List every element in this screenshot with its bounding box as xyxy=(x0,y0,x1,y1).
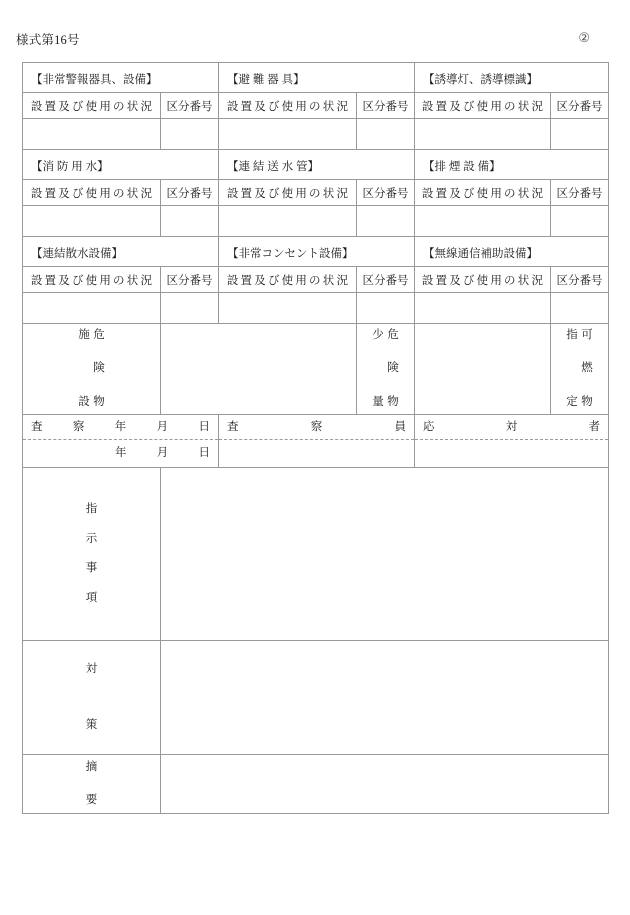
label-char: 査 xyxy=(227,421,239,433)
equipment-code-header-2: 区分番号 xyxy=(551,93,609,119)
equipment-code-field-3[interactable] xyxy=(161,206,219,237)
label-char: 査 xyxy=(31,421,43,433)
label-char: 指 xyxy=(85,503,98,515)
remarks-label-text xyxy=(23,755,160,813)
hazard-char: 物 xyxy=(93,395,105,408)
page-header xyxy=(16,30,614,52)
equipment-title-row xyxy=(23,237,609,267)
equipment-entry-row xyxy=(23,293,609,324)
equipment-subheader-row xyxy=(23,267,609,293)
label-char: 月 xyxy=(156,447,169,459)
equipment-code-header-4: 区分番号 xyxy=(357,180,415,206)
inspector-cell[interactable] xyxy=(219,415,415,468)
equipment-status-header-5: 設置及び使用の状況 xyxy=(415,180,551,206)
label-char: 事 xyxy=(85,562,98,574)
equipment-title-7: 【非常コンセント設備】 xyxy=(219,237,415,267)
hazard-char: 危 xyxy=(387,329,399,341)
equipment-status-header-0: 設置及び使用の状況 xyxy=(23,93,161,119)
inspection-info-row xyxy=(23,415,609,468)
inspection-date-cell[interactable] xyxy=(23,415,219,468)
inspection-date-label xyxy=(23,415,218,440)
equipment-code-field-8[interactable] xyxy=(551,293,609,324)
equipment-title-6: 【連結散水設備】 xyxy=(23,237,219,267)
hazard-char: 可 xyxy=(581,329,593,341)
label-char: 者 xyxy=(588,421,600,433)
equipment-code-header-7: 区分番号 xyxy=(357,267,415,293)
instructions-label xyxy=(23,468,161,641)
equipment-code-field-1[interactable] xyxy=(357,119,415,150)
equipment-status-header-7: 設置及び使用の状況 xyxy=(219,267,357,293)
equipment-status-field-0[interactable] xyxy=(23,119,161,150)
label-char: 日 xyxy=(198,421,210,433)
equipment-title-8: 【無線通信補助設備】 xyxy=(415,237,609,267)
equipment-status-field-1[interactable] xyxy=(219,119,357,150)
equipment-title-4: 【連 結 送 水 管】 xyxy=(219,150,415,180)
equipment-entry-row xyxy=(23,119,609,150)
label-char: 摘 xyxy=(85,760,98,773)
equipment-code-header-8: 区分番号 xyxy=(551,267,609,293)
equipment-status-field-2[interactable] xyxy=(415,119,551,150)
label-char: 要 xyxy=(85,794,98,806)
equipment-title-row xyxy=(23,150,609,180)
equipment-status-header-2: 設置及び使用の状況 xyxy=(415,93,551,119)
equipment-code-field-6[interactable] xyxy=(161,293,219,324)
attendant-entry[interactable] xyxy=(415,440,608,467)
hazard-label-col-left-2 xyxy=(565,330,580,408)
equipment-title-3: 【消 防 用 水】 xyxy=(23,150,219,180)
countermeasures-label xyxy=(23,641,161,755)
equipment-code-header-1: 区分番号 xyxy=(357,93,415,119)
equipment-code-header-5: 区分番号 xyxy=(551,180,609,206)
label-char: 年 xyxy=(115,447,127,459)
equipment-status-field-3[interactable] xyxy=(23,206,161,237)
equipment-title-1: 【避 難 器 具】 xyxy=(219,63,415,93)
countermeasures-field[interactable] xyxy=(161,641,609,755)
attendant-cell[interactable] xyxy=(415,415,609,468)
label-char: 月 xyxy=(156,421,169,433)
equipment-code-field-2[interactable] xyxy=(551,119,609,150)
hazard-char: 設 xyxy=(78,395,90,408)
equipment-status-field-5[interactable] xyxy=(415,206,551,237)
equipment-status-header-4: 設置及び使用の状況 xyxy=(219,180,357,206)
inspector-label xyxy=(219,415,414,440)
label-char: 対 xyxy=(505,421,518,433)
hazard-char: 燃 xyxy=(581,362,593,375)
hazard-field-1[interactable] xyxy=(415,324,551,415)
label-char: 策 xyxy=(85,718,98,731)
equipment-title-0: 【非常警報器具、設備】 xyxy=(23,63,219,93)
inspector-entry[interactable] xyxy=(219,440,414,467)
hazard-label-col-right-1 xyxy=(386,330,401,408)
hazard-char: 少 xyxy=(372,329,384,341)
equipment-code-header-3: 区分番号 xyxy=(161,180,219,206)
remarks-label xyxy=(23,755,161,814)
hazard-char: 物 xyxy=(387,395,399,408)
label-char: 対 xyxy=(85,663,98,675)
equipment-subheader-row xyxy=(23,93,609,119)
equipment-code-field-4[interactable] xyxy=(357,206,415,237)
equipment-status-header-3: 設置及び使用の状況 xyxy=(23,180,161,206)
equipment-title-row xyxy=(23,63,609,93)
countermeasures-label-text xyxy=(23,641,160,754)
hazard-label-col-left-1 xyxy=(371,330,386,408)
hazard-row xyxy=(23,324,609,415)
equipment-code-header-6: 区分番号 xyxy=(161,267,219,293)
label-char: 示 xyxy=(85,532,98,545)
instructions-row xyxy=(23,468,609,641)
equipment-status-header-6: 設置及び使用の状況 xyxy=(23,267,161,293)
hazard-char: 量 xyxy=(372,395,384,408)
instructions-field[interactable] xyxy=(161,468,609,641)
hazard-label-col-right-0 xyxy=(92,330,107,408)
remarks-field[interactable] xyxy=(161,755,609,814)
equipment-title-2: 【誘導灯、誘導標識】 xyxy=(415,63,609,93)
equipment-title-5: 【排 煙 設 備】 xyxy=(415,150,609,180)
hazard-char: 険 xyxy=(387,362,399,375)
hazard-field-0[interactable] xyxy=(161,324,357,415)
hazard-label-col-left-0 xyxy=(77,330,92,408)
label-char: 項 xyxy=(85,591,98,604)
form-number: 様式第16号 xyxy=(16,33,80,47)
hazard-label-2 xyxy=(551,324,609,415)
hazard-char: 施 xyxy=(78,329,90,341)
equipment-status-field-6[interactable] xyxy=(23,293,161,324)
equipment-status-field-8[interactable] xyxy=(415,293,551,324)
inspection-date-entry[interactable] xyxy=(23,440,218,467)
hazard-char: 険 xyxy=(93,362,105,375)
equipment-status-field-4[interactable] xyxy=(219,206,357,237)
countermeasures-row xyxy=(23,641,609,755)
page-mark: ② xyxy=(578,30,590,45)
label-char: 員 xyxy=(394,421,406,433)
label-char: 応 xyxy=(423,421,435,433)
hazard-char: 指 xyxy=(566,329,578,341)
equipment-code-field-5[interactable] xyxy=(551,206,609,237)
remarks-row xyxy=(23,755,609,814)
equipment-code-header-0: 区分番号 xyxy=(161,93,219,119)
inspection-form-table xyxy=(22,62,609,814)
equipment-status-field-7[interactable] xyxy=(219,293,357,324)
equipment-code-field-7[interactable] xyxy=(357,293,415,324)
instructions-label-text xyxy=(23,468,160,640)
equipment-code-field-0[interactable] xyxy=(161,119,219,150)
hazard-char: 危 xyxy=(93,329,105,341)
equipment-subheader-row xyxy=(23,180,609,206)
label-char: 察 xyxy=(72,421,85,433)
hazard-char: 物 xyxy=(581,395,593,408)
label-char: 察 xyxy=(310,421,323,433)
attendant-label xyxy=(415,415,608,440)
equipment-status-header-1: 設置及び使用の状況 xyxy=(219,93,357,119)
label-char: 日 xyxy=(198,447,210,459)
hazard-label-1 xyxy=(357,324,415,415)
hazard-label-0 xyxy=(23,324,161,415)
hazard-label-col-right-2 xyxy=(580,330,595,408)
equipment-status-header-8: 設置及び使用の状況 xyxy=(415,267,551,293)
equipment-entry-row xyxy=(23,206,609,237)
label-char: 年 xyxy=(114,421,127,433)
hazard-char: 定 xyxy=(566,395,578,408)
